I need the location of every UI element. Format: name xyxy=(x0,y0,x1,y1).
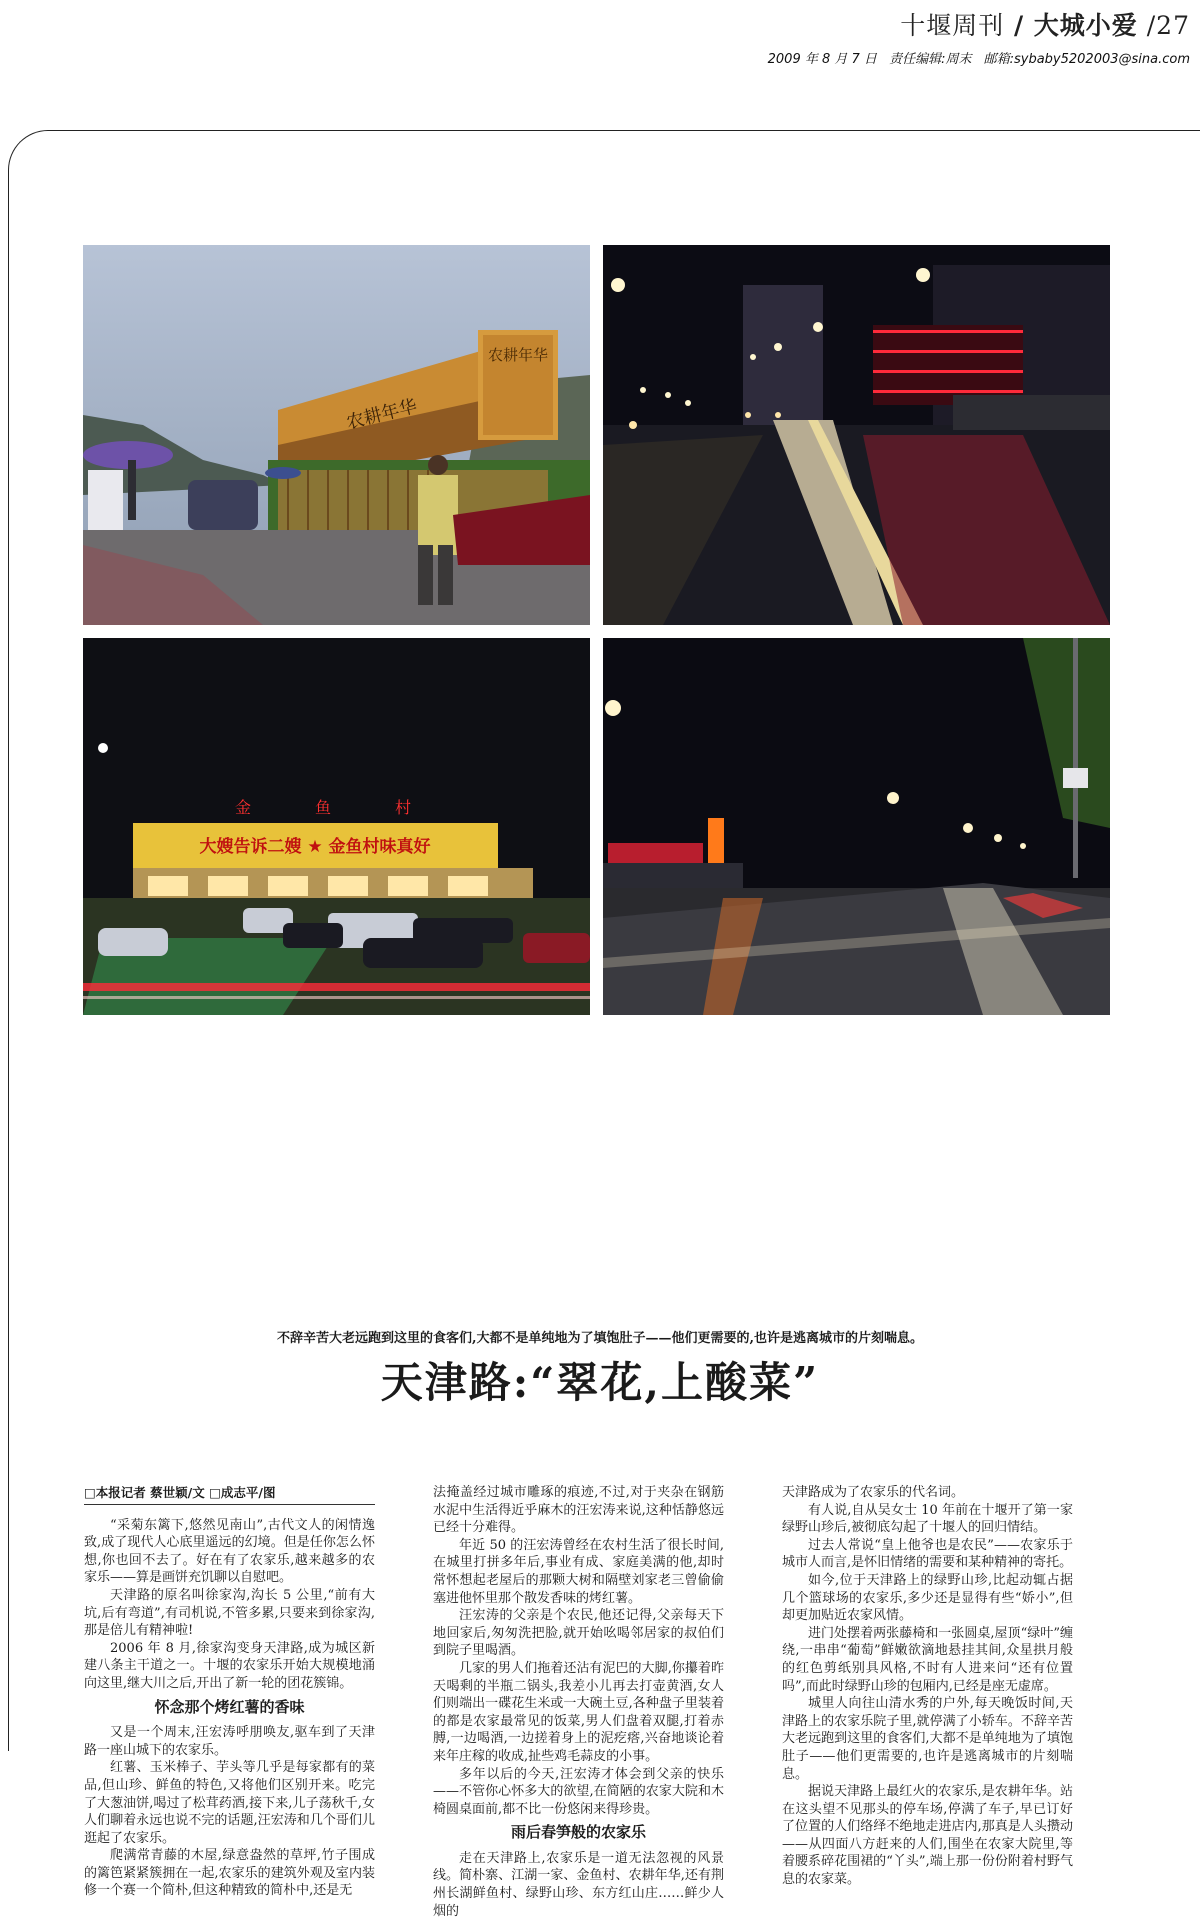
restaurant-banner: 大嫂告诉二嫂 ★ 金鱼村味真好 xyxy=(199,837,431,857)
paragraph: 法掩盖经过城市雕琢的痕迹,不过,对于夹杂在钢筋水泥中生活得近乎麻木的汪宏涛来说,这种恬静悠远已经十分难得。 xyxy=(433,1485,724,1536)
masthead-info xyxy=(760,48,1190,67)
section-name: 大城小爱 xyxy=(1033,11,1138,40)
restaurant-sign-vertical: 农耕年华 xyxy=(487,346,549,364)
byline: □本报记者 蔡世颖/文 □成志平/图 xyxy=(84,1484,375,1505)
masthead-slash: / xyxy=(1004,11,1034,40)
paragraph: 如今,位于天津路上的绿野山珍,比起动辄占据几个篮球场的农家乐,多少还是显得有些“娇小”,但却更加贴近农家风情。 xyxy=(782,1572,1073,1624)
photo-restaurant-dusk xyxy=(83,245,590,625)
paragraph: 红薯、玉米棒子、芋头等几乎是每家都有的菜品,但山珍、鲜鱼的特色,又将他们区别开来。吃完了大葱油饼,喝过了松茸药酒,接下来,儿子荡秋千,女人们聊着永远也说不完的话题,汪宏涛和几个哥们儿逛起了农家乐。 xyxy=(84,1760,375,1846)
banner-char-2: 鱼 xyxy=(314,798,332,817)
page-number: /27 xyxy=(1137,11,1190,40)
paragraph: “采菊东篱下,悠然见南山”,古代文人的闲情逸致,成了现代人心底里遥远的幻境。但是任你怎么怀想,你也回不去了。好在有了农家乐,越来越多的农家乐——算是画饼充饥聊以自慰吧。 xyxy=(84,1517,375,1586)
headline: 天津路:“翠花,上酸菜” xyxy=(380,1358,820,1407)
paragraph: 多年以后的今天,汪宏涛才体会到父亲的快乐——不管你心怀多大的欲望,在简陋的农家大院和木椅圆桌面前,都不比一份悠闲来得珍贵。 xyxy=(433,1766,724,1817)
paragraph: 有人说,自从吴女士 10 年前在十堰开了第一家绿野山珍后,被彻底勾起了十堰人的回归情结。 xyxy=(782,1502,1073,1536)
paragraph: 汪宏涛的父亲是个农民,他还记得,父亲每天下地回家后,匆匆洗把脸,就开始吆喝邻居家的叔伯们到院子里喝酒。 xyxy=(433,1608,724,1659)
paragraph: 爬满常青藤的木屋,绿意盎然的草坪,竹子围成的篱笆紧紧簇拥在一起,农家乐的建筑外观及室内装修一个赛一个简朴,但这种精致的简朴中,还是无 xyxy=(84,1848,375,1899)
article-column-2 xyxy=(433,1484,724,1920)
subheading: 雨后春笋般的农家乐 xyxy=(510,1823,646,1842)
paragraph: 几家的男人们拖着还沾有泥巴的大脚,你攥着昨天喝剩的半瓶二锅头,我差小儿再去打壶黄酒,女人们则端出一碟花生米或一大碗土豆,各种盘子里装着的都是农家最常见的饭菜,男人们盘着双腿,打着赤膊,一边喝酒,一边搓着身上的泥疙瘩,兴奋地谈论着来年庄稼的收成,扯些鸡毛蒜皮的小事。 xyxy=(433,1660,724,1764)
photo-caption: 不辞辛苦大老远跑到这里的食客们,大都不是单纯地为了填饱肚子——他们更需要的,也许是逃离城市的片刻喘息。 xyxy=(276,1331,924,1346)
subheading: 怀念那个烤红薯的香味 xyxy=(154,1697,305,1716)
paragraph: 天津路成为了农家乐的代名词。 xyxy=(782,1485,965,1500)
paragraph: 走在天津路上,农家乐是一道无法忽视的风景线。简朴寨、江湖一家、金鱼村、农耕年华,还有荆州长湖鲜鱼村、绿野山珍、东方红山庄……鲜少人烟的 xyxy=(433,1850,724,1919)
paragraph: 年近 50 的汪宏涛曾经在农村生活了很长时间,在城里打拼多年后,事业有成、家庭美满的他,却时常怀想起老屋后的那颗大树和隔壁刘家老三曾偷偷塞进他怀里那个散发香味的烤红薯。 xyxy=(433,1537,724,1606)
banner-char-3: 村 xyxy=(394,798,412,817)
publication-name: 十堰周刊 xyxy=(900,11,1005,40)
masthead-title xyxy=(760,6,1190,42)
editor-email: 邮箱:sybaby5202003@sina.com xyxy=(983,52,1190,67)
editor: 责任编辑:周末 xyxy=(889,52,972,67)
paragraph: 城里人向往山清水秀的户外,每天晚饭时间,天津路上的农家乐院子里,就停满了小轿车。不辞辛苦大老远跑到这里的食客们,大都不是单纯地为了填饱肚子——他们更需要的,也许是逃离城市的片刻喘息。 xyxy=(782,1696,1073,1782)
photo-night-street-neon xyxy=(603,245,1110,625)
article-column-1 xyxy=(84,1484,375,1900)
masthead xyxy=(760,6,1190,67)
issue-date: 2009 年 8 月 7 日 xyxy=(767,52,877,67)
paragraph: 天津路的原名叫徐家沟,沟长 5 公里,“前有大坑,后有弯道”,有司机说,不管多累,只要来到徐家沟,那是倍儿有精神啦! xyxy=(84,1587,375,1639)
restaurant-sign-horizontal: 农耕年华 xyxy=(344,395,420,434)
paragraph: 据说天津路上最红火的农家乐,是农耕年华。站在这头望不见那头的停车场,停满了车子,早已订好了位置的人们络绎不绝地走进店内,那真是人头攒动——从四面八方赶来的人们,围坐在农家大院里,等着腰系碎花围裙的“丫头”,端上那一份份附着村野气息的农家菜。 xyxy=(782,1784,1073,1888)
banner-char-1: 金 xyxy=(234,798,252,817)
photo-wet-night-road xyxy=(603,638,1110,1015)
paragraph: 2006 年 8 月,徐家沟变身天津路,成为城区新建八条主干道之一。十堰的农家乐开始大规模地涌向这里,继大川之后,开出了新一轮的团花簇锦。 xyxy=(84,1640,375,1691)
paragraph: 进门处摆着两张藤椅和一张圆桌,屋顶“绿叶”缠绕,一串串“葡萄”鲜嫩欲滴地悬挂其间,众星拱月般的红色剪纸别具风格,不时有人进来问“还有位置吗”,而此时绿野山珍的包厢内,已经是座无虚席。 xyxy=(782,1625,1073,1694)
article-column-3 xyxy=(782,1484,1073,1889)
paragraph: 过去人常说“皇上他爷也是农民”——农家乐于城市人而言,是怀旧情绪的需要和某种精神的寄托。 xyxy=(782,1537,1073,1571)
photo-jinyu-village xyxy=(83,638,590,1015)
paragraph: 又是一个周末,汪宏涛呼朋唤友,驱车到了天津路一座山城下的农家乐。 xyxy=(84,1725,375,1758)
